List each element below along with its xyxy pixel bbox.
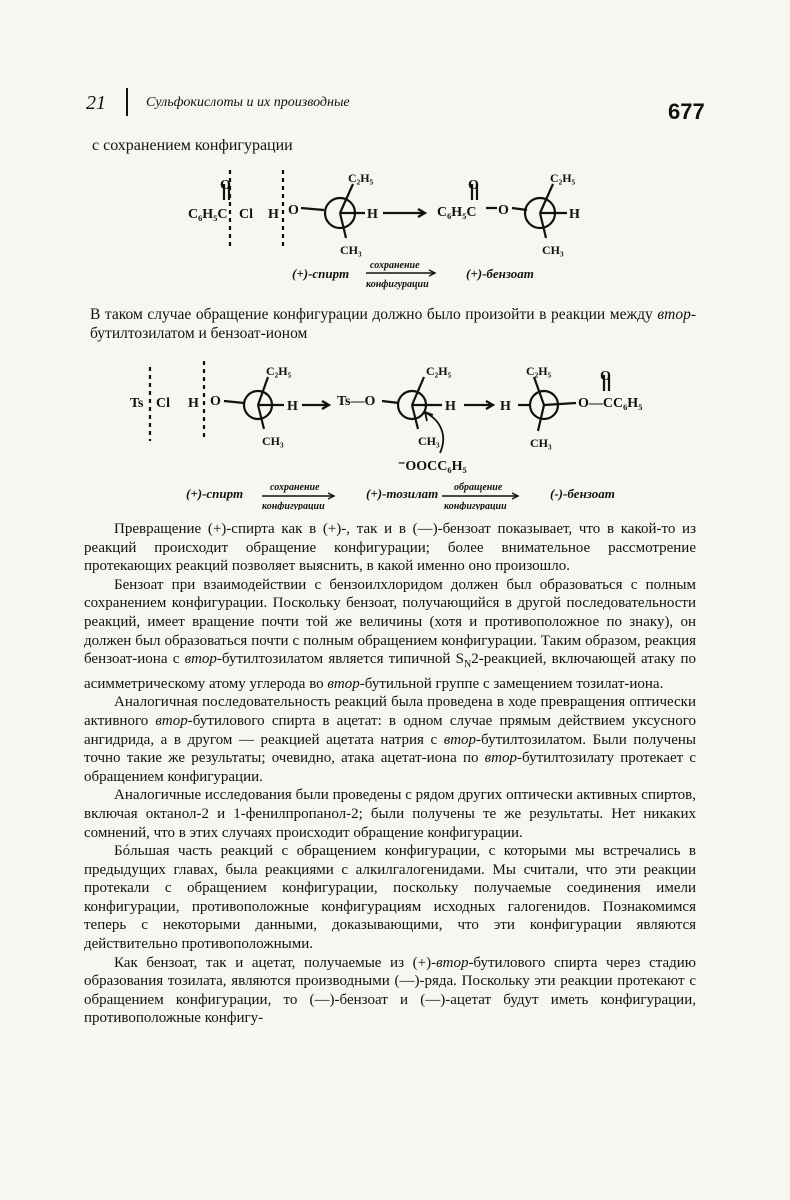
paragraph [84,693,696,786]
transition-italic: втор [657,306,691,323]
chapter-number: 21 [86,92,106,114]
chlorine-label: Cl [239,207,253,222]
benzoate-label-2: (-)-бензоат [550,486,615,501]
italic-run: втор [436,954,469,971]
body-text [84,520,696,1028]
methyl-label-c: CH₃ [530,436,552,450]
paragraph [84,954,696,1028]
product-hydrogen-label: H [569,207,580,222]
text-run: Аналогичная последовательность реакций была проведена в ходе превращения оптически активного [84,694,696,729]
text-run: Превращение (+)-спирта как в (+)-, так и в (—)-бензоат показывает, что в какой-то из реакций происходит обращение конфигурации; более внимательное рассмотрение протекающих реакций позволяет выяснить, в какой именно оно произошло. [84,521,696,575]
product-carbonyl-o: O [468,178,479,193]
transition-paragraph [90,305,696,343]
ethyl-label-c: C₂H₅ [526,364,552,378]
reaction-scheme-inversion [0,355,790,510]
text-run: Бензоат при взаимодействии с бензоилхлоридом должен был образоваться с полным сохранением конфигурации. Поскольку бензоат, получающийся в другой последовательности реакций, имеет вращение почти той же величины (хотя и противоположное по знаку), он должен был образоваться почти с полным обращением конфигурации. Таким образом, реакция бензоат-иона с [84,576,696,668]
text-run: -бутилтозилатом является типичной S [216,651,464,668]
product-oxygen-label: O [498,203,509,218]
carbonyl-o-label: O [220,178,231,193]
header-divider [126,88,128,116]
methyl-label-a: CH₃ [262,434,284,448]
tosyl-oxygen-label: Ts—O [337,394,376,409]
methyl-label: CH₃ [340,243,362,257]
text-run: Аналогичные исследования были проведены с рядом других оптически активных спиртов, включая октанол-2 и 1-фенилпропанол-2; были получены те же результаты. Нет никаких сомнений, что в этих случаях происходит обращение конфигурации. [84,787,696,841]
page-number: 677 [668,99,705,124]
arrow2-bottom-label: конфигурации [444,501,507,510]
arrow-top-label: сохранение [370,260,420,271]
ts-label: Ts [130,396,144,411]
text-run: -бутилового спирта через стадию образования тозилата, являются производными (—)-ряда. Поскольку эти реакции протекают с обращением конфигурации, то (—)-бензоат и (—)-ацетат будут иметь конфигурации, противоположные конфигу- [84,954,696,1027]
h-label: H [188,396,199,411]
text-run: 2-реакцией, включающей атаку по асимметрическому атому углерода во [84,651,696,692]
italic-run: втор [184,651,217,668]
alcohol-label-2: (+)-спирт [186,486,244,501]
h-label-a: H [287,399,298,414]
product-methyl-label: CH₃ [542,243,564,257]
text-run: -бутилтозилатом. Были получены точно такие же результаты; очевидно, атака ацетат-иона по [84,731,696,767]
ethyl-label: C₂H₅ [348,171,374,185]
ester-label: O—CC₆H₅ [578,396,643,411]
arrow2-top-label: обращение [454,482,503,493]
arrow1-top-label: сохранение [270,482,320,493]
running-title: Сульфокислоты и их производные [146,95,350,110]
paragraph [84,520,696,576]
subheading: с сохранением конфигурации [92,137,293,154]
arrow-bottom-label: конфигурации [366,279,429,290]
product-ethyl-label: C₂H₅ [550,171,576,185]
reaction-scheme-retention [0,160,790,295]
acyl-label: C₆H₅C [188,207,228,222]
hydrogen-label: H [268,207,279,222]
hydrogen-label-2: H [367,207,378,222]
tosylate-label: (+)-тозилат [366,486,439,501]
ethyl-label-b: C₂H₅ [426,364,452,378]
methyl-label-b: CH₃ [418,434,440,448]
text-run: -бутилового спирта в ацетат: в одном случае прямым действием уксусного ангидрида, а в другом — реакцией ацетата натрия с [84,712,696,748]
paragraph [84,786,696,842]
italic-run: втор [443,731,477,748]
text-run: -бутильной группе с замещением тозилат-иона. [359,675,664,692]
oxygen-label: O [288,203,299,218]
text-run: -бутилтозилату протекает с обращением конфигурации. [84,750,696,785]
arrow1-bottom-label: конфигурации [262,501,325,510]
transition-text-2: -бутилтозилатом и бензоат-ионом [90,306,696,342]
transition-text-1: В таком случае обращение конфигурации должно было произойти в реакции между [90,306,658,323]
product-acyl-label: C₆H₅C [437,205,477,220]
h-label-b: H [445,399,456,414]
nucleophile-label: ⁻OOCC₆H₅ [398,459,467,474]
benzoate-label: (+)-бензоат [466,266,534,281]
italic-run: втор [327,675,360,692]
text-run: Как бензоат, так и ацетат, получаемые из (+)- [114,954,437,971]
text-run: Бóльшая часть реакций с обращением конфигурации, с которыми мы встречались в предыдущих главах, была реакциями с алкилгалогенидами. Мы считали, что эти реакции протекали с обращением конфигурации, поскольку получаемые соединения имели конфигурации, противоположные конфигурациям исходных галогенидов. Познакомимся теперь с некоторыми данными, доказывающими, что эти конфигурации являются действительно противоположными. [84,843,696,953]
h-label-c: H [500,399,511,414]
italic-run: втор [484,750,518,767]
paragraph [84,842,696,954]
cl-label: Cl [156,396,170,411]
paragraph [84,576,696,694]
ester-carbonyl-o: O [600,369,611,384]
o-label: O [210,394,221,409]
subscript-run: N [463,659,472,671]
ethyl-label-a: C₂H₅ [266,364,292,378]
italic-run: втор [155,712,188,729]
alcohol-label: (+)-спирт [292,266,350,281]
